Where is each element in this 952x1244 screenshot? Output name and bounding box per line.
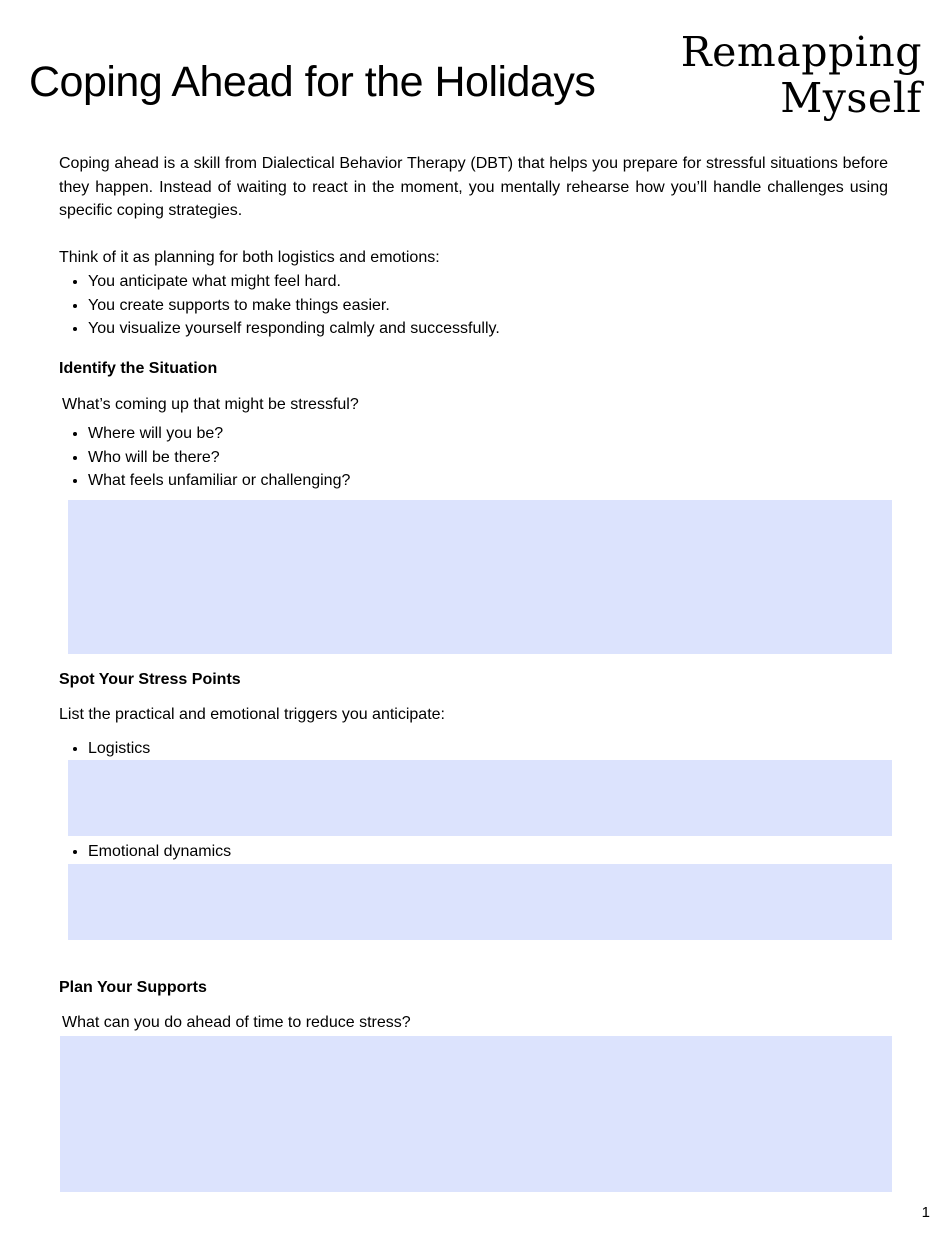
section-heading-supports: Plan Your Supports	[59, 979, 207, 996]
section-heading-stress-points: Spot Your Stress Points	[59, 671, 241, 688]
list-item: • You anticipate what might feel hard.	[88, 270, 500, 294]
brand-line-1: Remapping	[680, 28, 922, 76]
brand-logo	[681, 29, 922, 121]
emotional-bullet	[59, 840, 231, 864]
list-item: • You visualize yourself responding calmly and successfully.	[88, 317, 500, 341]
list-item: • Logistics	[88, 737, 150, 761]
identify-bullet-list	[59, 422, 350, 493]
list-item: • Emotional dynamics	[88, 840, 231, 864]
page-number: 1	[921, 1204, 930, 1221]
logistics-answer-box[interactable]	[68, 760, 892, 836]
supports-answer-box[interactable]	[60, 1036, 892, 1192]
identify-prompt: What’s coming up that might be stressful?	[62, 396, 359, 413]
logistics-bullet	[59, 737, 150, 761]
intro-bullet-list	[59, 270, 500, 341]
list-item: • Where will you be?	[88, 422, 350, 446]
list-item: • Who will be there?	[88, 446, 350, 470]
list-item: • You create supports to make things easier.	[88, 294, 500, 318]
situation-answer-box[interactable]	[68, 500, 892, 654]
list-item: • What feels unfamiliar or challenging?	[88, 469, 350, 493]
brand-line-2: Myself	[780, 74, 922, 122]
stress-points-prompt: List the practical and emotional triggers you anticipate:	[59, 706, 445, 723]
page-title: Coping Ahead for the Holidays	[29, 58, 596, 106]
intro-lead: Think of it as planning for both logistics and emotions:	[59, 249, 440, 266]
emotional-answer-box[interactable]	[68, 864, 892, 940]
supports-prompt: What can you do ahead of time to reduce stress?	[62, 1014, 411, 1031]
intro-paragraph: Coping ahead is a skill from Dialectical Behavior Therapy (DBT) that helps you prepare for stressful situations before they happen. Instead of waiting to react in the moment, you mentally rehearse how you’ll handle challenges using specific coping strategies.	[59, 155, 888, 219]
section-heading-identify: Identify the Situation	[59, 360, 218, 377]
